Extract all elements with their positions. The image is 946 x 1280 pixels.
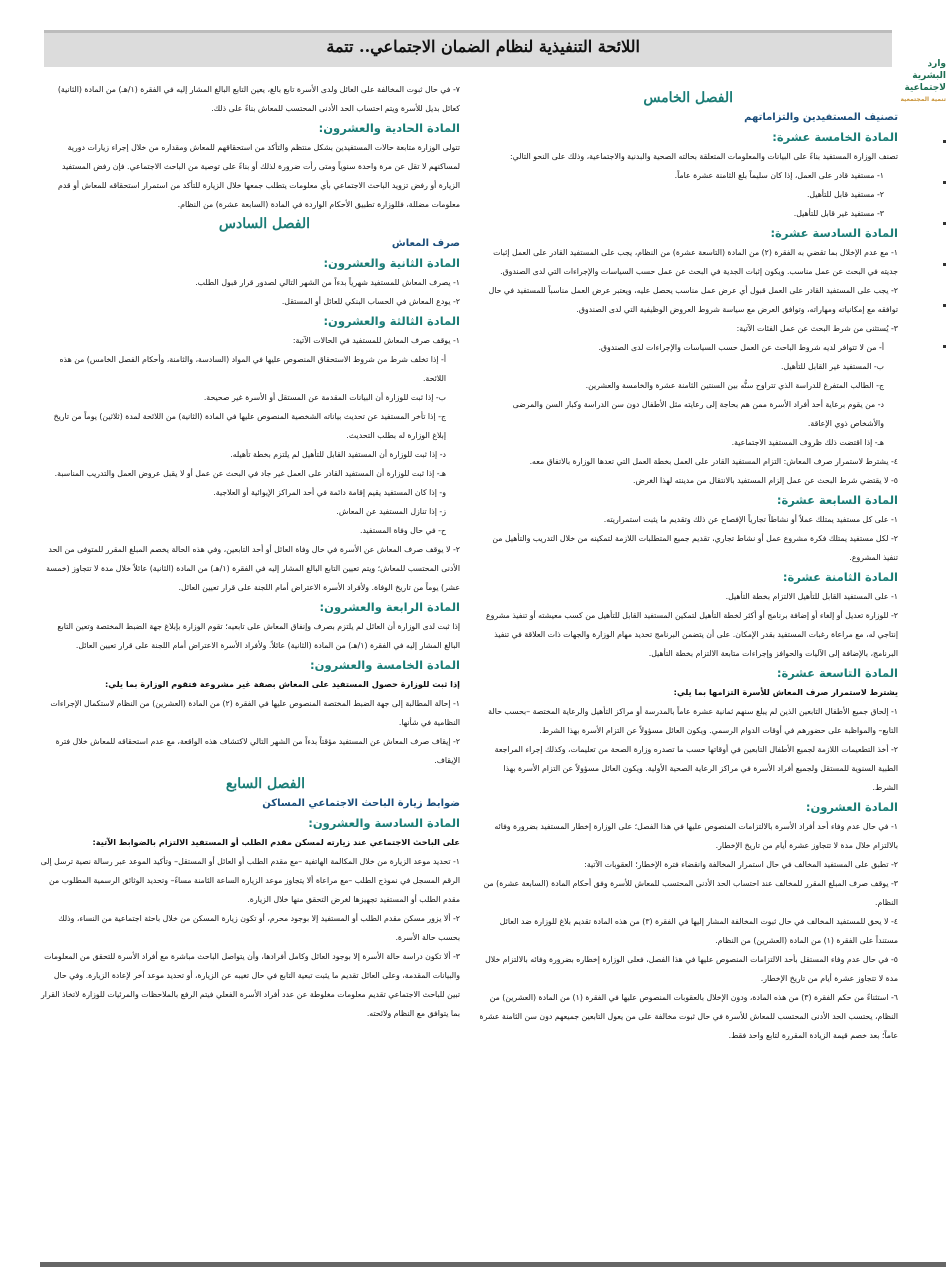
article-heading: المادة الثالثة والعشرون:	[323, 314, 460, 328]
list-item: هـ- إذا ثبت للوزارة أن المستفيد القادر على العمل غير جاد في البحث عن عمل أو لا يقبل عروض العمل والتدريب المناسبة.	[54, 469, 446, 478]
article-heading: المادة الرابعة والعشرون:	[319, 600, 460, 614]
ministry-logo	[900, 58, 946, 106]
paragraph: ٢- إيقاف صرف المعاش عن المستفيد مؤقتاً بدءاً من الشهر التالي لاكتشاف هذه الواقعة، مع عدم استحقاقه للمعاش خلال فترة الإيقاف.	[55, 737, 460, 765]
list-item: د- من يقوم برعاية أحد أفراد الأسرة ممن هم بحاجة إلى رعايته مثل الأطفال دون سن الدراسة وكبار السن والمرضى والأشخاص ذوي الإعاقة.	[512, 400, 884, 428]
page-header-bar	[44, 30, 892, 67]
article-heading: المادة التاسعة عشرة:	[776, 666, 898, 680]
paragraph: ٢- يودع المعاش في الحساب البنكي للعائل أو المستقل.	[281, 297, 460, 306]
logo-text-line-3: تنمية المجتمعية	[900, 96, 946, 103]
paragraph: ١- تحديد موعد الزيارة من خلال المكالمة الهاتفية –مع مقدم الطلب أو العائل أو المستقل– وتأكيد الموعد عبر رسالة نصية ترسل إلى الرقم المسجل في نموذج الطلب –مع مراعاة ألا يتجاوز موعد الزيارة الساعة الثامنة مساءً– وتحديد الوثائق الرسمية المطلوب من مقدم الطلب أو المستفيد تجهيزها لغرض التحقق منها خلال الزيارة.	[40, 857, 460, 904]
article-heading: المادة السابعة عشرة:	[776, 493, 898, 507]
paragraph: ٣- ألا تكون دراسة حالة الأسرة إلا بوجود العائل وكامل أفرادها، وأن يتواصل الباحث مباشرة مع أفراد الأسرة للتحقق من المعلومات والبيانات المقدمة، وعلى العائل تقديم ما يثبت تبعية التابع في حال تغيبه عن الزيارة، أو تحديد موعد آخر لإعادة الزيارة. وفي حال تبين للباحث الاجتماعي تقديم معلومات مغلوطة عن عدد أفراد الأسرة الفعلي فيتم الرفع بالملاحظات والمرئيات للوزارة لاتخاذ القرار بما يتوافق مع النظام ولائحته.	[40, 952, 460, 1018]
list-item: ٢- مستفيد قابل للتأهيل.	[806, 190, 884, 199]
list-item: ١- مستفيد قادر على العمل، إذا كان سليماً بلغ الثامنة عشرة عاماً.	[674, 171, 884, 180]
article-heading: المادة الخامسة عشرة:	[772, 130, 898, 144]
lead-paragraph: يشترط لاستمرار صرف المعاش للأسرة التزامها بما يلي:	[673, 687, 898, 697]
paragraph: ٢- لا يوقف صرف المعاش عن الأسرة في حال وفاة العائل أو أحد التابعين، وفي هذه الحالة يخصم المبلغ المقرر للمتوفى من الحد الأدنى المحتسب للمعاش؛ ويتم تعيين التابع البالغ المشار إليه في الفقرة (١/هـ) من المادة (الثانية) عائلاً خلال مدة لا تتجاوز (خمسة عشر) يوماً من تاريخ الوفاة. ولأفراد الأسرة الاعتراض أمام اللجنة على قرار تعيين العائل.	[46, 545, 460, 592]
article-heading: المادة الثانية والعشرون:	[323, 256, 460, 270]
paragraph: ٢- لكل مستفيد يمتلك فكرة مشروع عمل أو نشاط تجاري، تقديم جميع المتطلبات اللازمة لتمكينه من خلال التدريب والتأهيل من تنفيذ المشروع.	[492, 534, 898, 562]
list-item: ب- المستفيد غير القابل للتأهيل.	[780, 362, 884, 371]
page-title: اللائحة التنفيذية لنظام الضمان الاجتماعي.. تتمة	[326, 37, 640, 56]
paragraph: ١- على كل مستفيد يمتلك عملاً أو نشاطاً تجارياً الإفصاح عن ذلك وتقديم ما يثبت استمراريته.	[603, 515, 898, 524]
paragraph: ٢- أخذ التطعيمات اللازمة لجميع الأطفال التابعين في أوقاتها حسب ما تصدره وزارة الصحة من تعليمات، وكذلك إجراء المراجعة الطبية السنوية للمستقل ولجميع أفراد الأسرة في مراكز الرعاية الصحية الأولية. ويكون العائل مسؤولاً عن التزام الأسرة بهذا الشرط.	[494, 745, 898, 792]
article-heading: المادة الحادية والعشرون:	[318, 121, 460, 135]
logo-text-line-1: وارد البشرية	[912, 59, 946, 81]
list-item: أ- من لا تتوافر لديه شروط الباحث عن العمل حسب السياسات والإجراءات لدى الصندوق.	[598, 343, 884, 352]
logo-text-line-2: لاجتماعية	[904, 83, 946, 93]
paragraph: ١- في حال عدم وفاء أحد أفراد الأسرة بالالتزامات المنصوص عليها في هذا الفصل؛ على الوزارة إخطار المستفيد بضرورة وفائه بالالتزام خلال مدة لا تتجاوز عشرة أيام من تاريخ الإخطار.	[494, 822, 898, 850]
list-item: ح- في حال وفاة المستفيد.	[359, 526, 446, 535]
paragraph: تتولى الوزارة متابعة حالات المستفيدين بشكل منتظم والتأكد من استحقاقهم للمعاش ومقداره من خلال إجراء زيارات دورية لمساكنهم لا تقل عن مرة واحدة سنوياً ومتى رأت ضرورة لذلك أو بناءً على توصية من الباحث الاجتماعي. فإن رفض المستفيد الزيارة أو رفض تزويد الباحث الاجتماعي بأي معلومات يتطلب جمعها خلال الزيارة للتأكد من استمرار استحقاقه للمعاش أو قدم معلومات مضللة، فللوزارة تطبيق الأحكام الواردة في المادة (السابعة عشرة) من النظام.	[58, 143, 460, 209]
left-column	[40, 80, 460, 1023]
article-heading: المادة العشرون:	[805, 800, 898, 814]
paragraph: ٣- يُستثنى من شرط البحث عن عمل الفئات الآتية:	[736, 324, 898, 333]
right-column	[478, 80, 898, 1045]
paragraph: ١- يوقف صرف المعاش للمستفيد في الحالات الآتية:	[292, 336, 460, 345]
list-item: هـ- إذا اقتضت ذلك ظروف المستفيد الاجتماعية.	[731, 438, 884, 447]
page-edge-marks	[940, 140, 946, 386]
paragraph: ٢- يجب على المستفيد القادر على العمل قبول أي عرض عمل مناسب يحصل عليه، ويعتبر عرض العمل مناسباً للمستفيد في حال توافقه مع إمكانياته ومهاراته، وتوافق العرض مع سياسة شروط العروض الوظيفية التي لدى الصندوق.	[488, 286, 898, 314]
paragraph: ٦- استثناءً من حكم الفقرة (٣) من هذه المادة، ودون الإخلال بالعقوبات المنصوص عليها في الفقرة (١) من المادة (العشرين) من النظام، يحتسب الحد الأدنى المحتسب للمعاش للأسرة في حال ثبوت مخالفة على من يعول التابعين جميعهم دون سن الثامنة عشرة عاماً؛ بعد خصم قيمة الزيادة المقررة لتابع واحد فقط.	[479, 993, 898, 1040]
paragraph: ٢- للوزارة تعديل أو إلغاء أو إضافة برنامج أو أكثر لخطة التأهيل لتمكين المستفيد القابل للتأهيل من كسب معيشته أو تنفيذ مشروع إنتاجي له، مع مراعاة رغبات المستفيد بقدر الإمكان. على أن يتضمن البرنامج تحديد مهام الوزارة والجهات ذات العلاقة في تنفيذ البرنامج، بالإضافة إلى الآليات والحوافز وإجراءات متابعة الالتزام بخطة التأهيل.	[486, 611, 898, 658]
paragraph: ٢- ألا يزور مسكن مقدم الطلب أو المستفيد إلا بوجود محرم، أو تكون زيارة المسكن من خلال باحثة اجتماعية من النساء، وذلك بحسب حالة الأسرة.	[58, 914, 460, 942]
article-heading: المادة الثامنة عشرة:	[782, 570, 898, 584]
list-item: ج- إذا تأخر المستفيد عن تحديث بياناته الشخصية المنصوص عليها في المادة (الثانية) من اللائحة لمدة (ثلاثين) يوماً من تاريخ إبلاغ الوزارة له بطلب التحديث.	[53, 412, 446, 440]
paragraph: ٥- لا يقتضي شرط البحث عن عمل إلزام المستفيد بالانتقال من مدينته لهذا الغرض.	[633, 476, 898, 485]
article-heading: المادة الخامسة والعشرون:	[310, 658, 460, 672]
list-item: ز- إذا تنازل المستفيد عن المعاش.	[336, 507, 446, 516]
chapter-heading: الفصل السادس	[218, 216, 310, 232]
article-heading: المادة السادسة عشرة:	[770, 226, 898, 240]
paragraph: ٥- في حال عدم وفاء المستقل بأحد الالتزامات المنصوص عليها في هذا الفصل، فعلى الوزارة إخطاره بضرورة وفائه بالالتزام خلال مدة لا تتجاوز عشرة أيام من تاريخ الإخطار.	[485, 955, 898, 983]
paragraph: إذا ثبت لدى الوزارة أن العائل لم يلتزم بصرف وإنفاق المعاش على تابعيه؛ تقوم الوزارة بإبلاغ جهة الضبط المختصة وتعين التابع البالغ المشار إليه في الفقرة (١/هـ) من المادة (الثانية) عائلاً. ولأفراد الأسرة الاعتراض أمام اللجنة على قرار تعيين العائل.	[57, 622, 460, 650]
list-item: ج- الطالب المتفرغ للدراسة الذي تتراوح سنُّه بين السنتين الثامنة عشرة والخامسة والعشرين.	[585, 381, 884, 390]
lead-paragraph: إذا ثبت للوزارة حصول المستفيد على المعاش بصفة غير مشروعة فتقوم الوزارة بما يلي:	[105, 679, 460, 689]
paragraph: ١- يصرف المعاش للمستفيد شهرياً بدءاً من الشهر التالي لصدور قرار قبول الطلب.	[195, 278, 460, 287]
paragraph: ٤- لا يحق للمستفيد المخالف في حال ثبوت المخالفة المشار إليها في الفقرة (٣) من هذه المادة تقديم بلاغ للوزارة ضد العائل مستنداً على الفقرة (١) من المادة (العشرين) من النظام.	[499, 917, 898, 945]
paragraph: ١- إحالة المطالبة إلى جهة الضبط المختصة المنصوص عليها في الفقرة (٢) من المادة (العشرين) من النظام لاستكمال الإجراءات النظامية في شأنها.	[50, 699, 460, 727]
section-heading: تصنيف المستفيدين والتزاماتهم	[744, 112, 898, 123]
bottom-rule	[40, 1262, 946, 1267]
list-item: د- إذا ثبت للوزارة أن المستفيد القابل للتأهيل لم يلتزم بخطة تأهيله.	[230, 450, 446, 459]
paragraph: ١- إلحاق جميع الأطفال التابعين الذين لم يبلغ سنهم ثمانية عشرة عاماً بالمدرسة أو مراكز التأهيل والرعاية المختصة –بحسب حالة التابع– والمواظبة على حضورهم في أوقات الدوام الرسمي. ويكون العائل مسؤولاً عن التزام الأسرة بهذا الشرط.	[488, 707, 898, 735]
paragraph: ٤- يشترط لاستمرار صرف المعاش: التزام المستفيد القادر على العمل بخطة العمل التي تعدها الوزارة بالاتفاق معه.	[529, 457, 898, 466]
paragraph: تصنف الوزارة المستفيد بناءً على البيانات والمعلومات المتعلقة بحالته الصحية والبدنية والاجتماعية، وذلك على النحو التالي:	[510, 152, 898, 161]
list-item: ٣- مستفيد غير قابل للتأهيل.	[793, 209, 884, 218]
paragraph: ١- على المستفيد القابل للتأهيل الالتزام بخطة التأهيل.	[725, 592, 898, 601]
list-item: ب- إذا ثبت للوزارة أن البيانات المقدمة عن المستقل أو الأسرة غير صحيحة.	[203, 393, 446, 402]
chapter-heading: الفصل السابع	[225, 776, 305, 792]
paragraph: ٢- تطبق على المستفيد المخالف في حال استمرار المخالفة وانقضاء فترة الإخطار؛ العقوبات الآتية:	[584, 860, 898, 869]
lead-paragraph: على الباحث الاجتماعي عند زيارته لمسكن مقدم الطلب أو المستفيد الالتزام بالضوابط الآتية:	[92, 837, 460, 847]
paragraph: ٧- في حال ثبوت المخالفة على العائل ولدى الأسرة تابع بالغ، يعين التابع البالغ المشار إليه في الفقرة (١/هـ) من المادة (الثانية) كعائل بديل للأسرة ويتم احتساب الحد الأدنى المحتسب للمعاش بناءً على ذلك.	[57, 85, 460, 113]
list-item: أ- إذا تخلف شرط من شروط الاستحقاق المنصوص عليها في المواد (السادسة، والثامنة، وأحكام الفصل الخامس) من هذه اللائحة.	[59, 355, 446, 383]
paragraph: ٣- يوقف صرف المبلغ المقرر للمخالف عند احتساب الحد الأدنى المحتسب للمعاش للأسرة وفق أحكام المادة (السابعة عشرة) من النظام.	[483, 879, 898, 907]
article-heading: المادة السادسة والعشرون:	[308, 816, 460, 830]
section-heading: ضوابط زيارة الباحث الاجتماعي المساكن	[262, 798, 460, 809]
chapter-heading: الفصل الخامس	[643, 90, 733, 106]
paragraph: ١- مع عدم الإخلال بما تقضي به الفقرة (٢) من المادة (التاسعة عشرة) من النظام، يجب على المستفيد القادر على العمل إثبات جديته في البحث عن عمل مناسب. ويكون إثبات الجدية في البحث عن عمل حسب السياسات والإجراءات التي لدى الصندوق.	[493, 248, 898, 276]
section-heading: صرف المعاش	[391, 238, 460, 249]
list-item: و- إذا كان المستفيد يقيم إقامة دائمة في أحد المراكز الإيوائية أو العلاجية.	[213, 488, 446, 497]
